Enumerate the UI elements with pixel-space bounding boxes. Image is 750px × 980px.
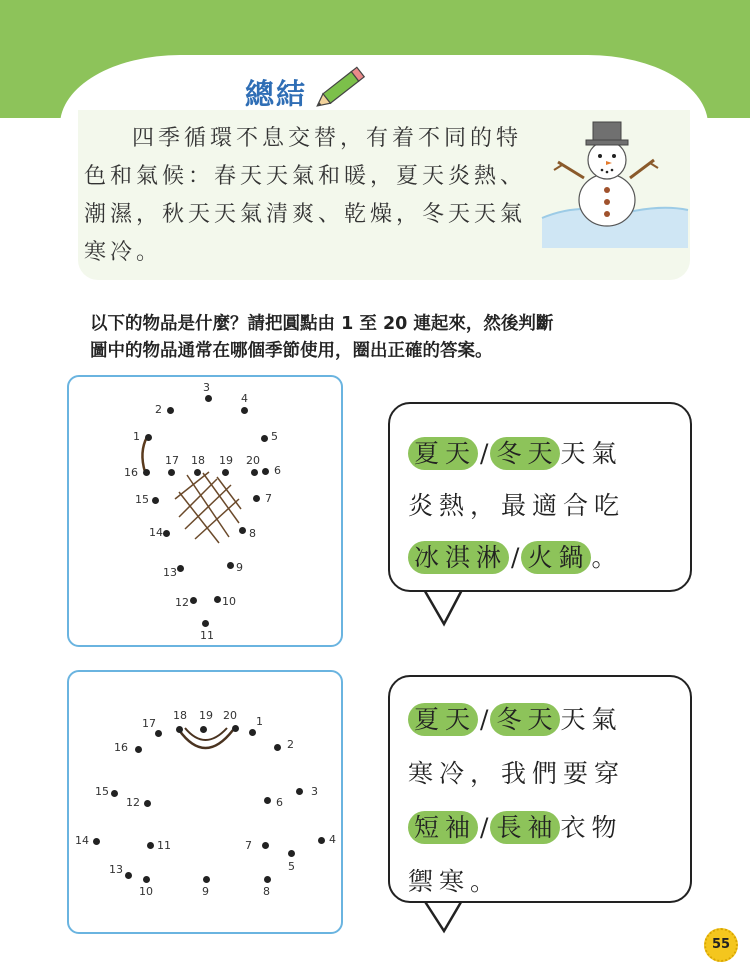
text-clothing: 衣物 — [560, 813, 623, 842]
label-5: 5 — [271, 430, 278, 443]
dot-19 — [222, 469, 229, 476]
answer-bubble-1 — [388, 402, 692, 592]
text-period: 。 — [591, 543, 623, 572]
page-number: 55 — [704, 928, 738, 962]
summary-title: 總結 — [245, 77, 308, 111]
dot-11 — [147, 842, 154, 849]
dot-8 — [264, 876, 271, 883]
dot-5 — [288, 850, 295, 857]
dot-6 — [262, 468, 269, 475]
label-14: 14 — [75, 834, 89, 847]
dot-9 — [227, 562, 234, 569]
label-2: 2 — [287, 738, 294, 751]
dot-12 — [190, 597, 197, 604]
dot-9 — [203, 876, 210, 883]
dot-15 — [152, 497, 159, 504]
label-7: 7 — [245, 839, 252, 852]
label-17: 17 — [165, 454, 179, 467]
label-20: 20 — [223, 709, 237, 722]
dot-puzzle-sweater — [67, 670, 343, 934]
label-5: 5 — [288, 860, 295, 873]
dot-6 — [264, 797, 271, 804]
dot-7 — [262, 842, 269, 849]
dot-20 — [232, 725, 239, 732]
dot-3 — [296, 788, 303, 795]
instructions — [90, 311, 690, 365]
label-8: 8 — [249, 527, 256, 540]
dot-14 — [93, 838, 100, 845]
label-11: 11 — [200, 629, 214, 642]
dot-4 — [241, 407, 248, 414]
text-weather: 天氣 — [560, 705, 623, 734]
summary-line-2: 色和氣候：春天天氣和暖，夏天炎熱、 — [84, 164, 527, 189]
dot-17 — [155, 730, 162, 737]
label-19: 19 — [219, 454, 233, 467]
dot-17 — [168, 469, 175, 476]
slash: / — [480, 439, 489, 468]
option-hotpot[interactable]: 火鍋 — [521, 541, 591, 574]
option-long-sleeve[interactable]: 長袖 — [490, 811, 560, 844]
dot-10 — [143, 876, 150, 883]
label-10: 10 — [222, 595, 236, 608]
dot-19 — [200, 726, 207, 733]
label-11: 11 — [157, 839, 171, 852]
dot-7 — [253, 495, 260, 502]
dot-1 — [249, 729, 256, 736]
dot-2 — [274, 744, 281, 751]
answer-bubble-2 — [388, 675, 692, 903]
dot-13 — [125, 872, 132, 879]
label-16: 16 — [124, 466, 138, 479]
dot-10 — [214, 596, 221, 603]
dot-18 — [176, 726, 183, 733]
label-16: 16 — [114, 741, 128, 754]
dot-12 — [144, 800, 151, 807]
label-19: 19 — [199, 709, 213, 722]
label-13: 13 — [163, 566, 177, 579]
label-4: 4 — [241, 392, 248, 405]
dot-1 — [145, 434, 152, 441]
label-7: 7 — [265, 492, 272, 505]
label-6: 6 — [274, 464, 281, 477]
label-14: 14 — [149, 526, 163, 539]
label-1: 1 — [256, 715, 263, 728]
text-line-2: 寒冷，我們要穿 — [408, 759, 626, 788]
answer-text-1 — [408, 428, 625, 584]
dot-3 — [205, 395, 212, 402]
label-12: 12 — [126, 796, 140, 809]
summary-line-3: 潮濕，秋天天氣清爽、乾燥，冬天天氣 — [84, 202, 527, 227]
dot-5 — [261, 435, 268, 442]
label-20: 20 — [246, 454, 260, 467]
slash: / — [480, 813, 489, 842]
instruction-line-1: 以下的物品是什麼？請把圓點由 1 至 20 連起來，然後判斷 — [90, 314, 554, 334]
label-2: 2 — [155, 403, 162, 416]
dot-15 — [111, 790, 118, 797]
dot-14 — [163, 530, 170, 537]
label-1: 1 — [133, 430, 140, 443]
label-10: 10 — [139, 885, 153, 898]
option-winter[interactable]: 冬天 — [490, 703, 560, 736]
dot-8 — [239, 527, 246, 534]
label-6: 6 — [276, 796, 283, 809]
option-winter[interactable]: 冬天 — [490, 437, 560, 470]
dot-16 — [135, 746, 142, 753]
summary-line-1: 四季循環不息交替，有着不同的特 — [132, 126, 523, 151]
slash: / — [511, 543, 520, 572]
answer-text-2 — [408, 693, 625, 909]
ice-cream-drawing — [69, 377, 341, 645]
instruction-line-2: 圖中的物品通常在哪個季節使用，圈出正確的答案。 — [90, 341, 493, 361]
dot-16 — [143, 469, 150, 476]
option-ice-cream[interactable]: 冰淇淋 — [408, 541, 509, 574]
option-short-sleeve[interactable]: 短袖 — [408, 811, 478, 844]
label-3: 3 — [311, 785, 318, 798]
label-18: 18 — [191, 454, 205, 467]
label-18: 18 — [173, 709, 187, 722]
label-15: 15 — [135, 493, 149, 506]
dot-4 — [318, 837, 325, 844]
summary-line-4: 寒冷。 — [84, 240, 163, 265]
option-summer[interactable]: 夏天 — [408, 703, 478, 736]
dot-2 — [167, 407, 174, 414]
dot-20 — [251, 469, 258, 476]
label-9: 9 — [202, 885, 209, 898]
label-15: 15 — [95, 785, 109, 798]
label-4: 4 — [329, 833, 336, 846]
label-12: 12 — [175, 596, 189, 609]
text-line-4: 禦寒。 — [408, 867, 502, 896]
text-line-2: 炎熱，最適合吃 — [408, 491, 626, 520]
summary-paragraph — [84, 120, 544, 272]
dot-18 — [194, 469, 201, 476]
label-13: 13 — [109, 863, 123, 876]
text-weather: 天氣 — [560, 439, 623, 468]
dot-11 — [202, 620, 209, 627]
pencil-icon — [312, 60, 376, 110]
slash: / — [480, 705, 489, 734]
snowman-illustration — [540, 118, 690, 258]
label-8: 8 — [263, 885, 270, 898]
dot-13 — [177, 565, 184, 572]
label-9: 9 — [236, 561, 243, 574]
option-summer[interactable]: 夏天 — [408, 437, 478, 470]
dot-puzzle-ice-cream — [67, 375, 343, 647]
label-17: 17 — [142, 717, 156, 730]
label-3: 3 — [203, 381, 210, 394]
